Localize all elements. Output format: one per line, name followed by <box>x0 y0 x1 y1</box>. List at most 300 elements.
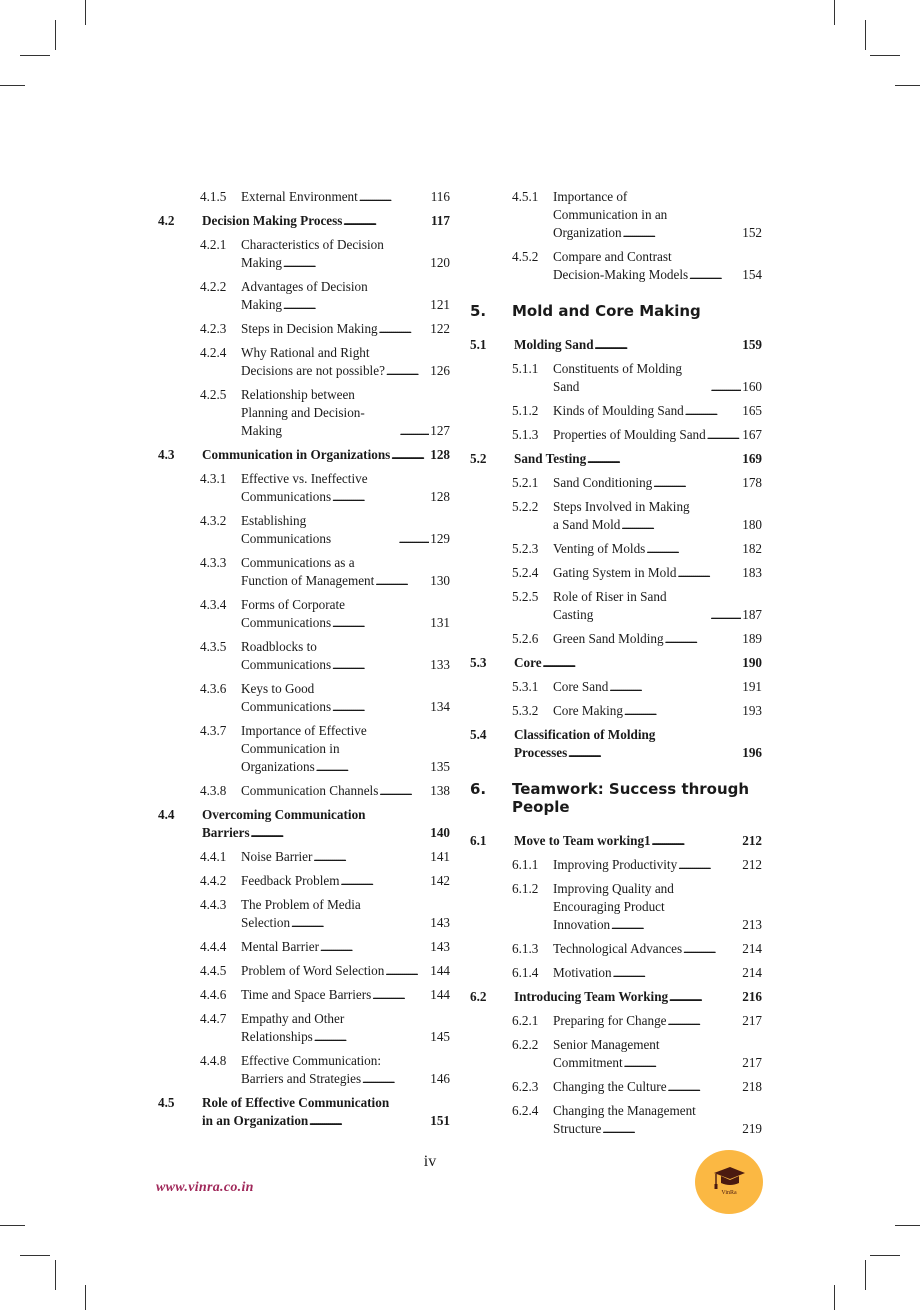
dot-leader <box>710 610 741 624</box>
toc-title: Improving Quality and <box>553 881 674 896</box>
toc-page-number: 127 <box>430 423 450 438</box>
toc-page-number: 218 <box>742 1079 762 1094</box>
toc-subsection[interactable] <box>512 402 762 420</box>
toc-title: Green Sand Molding <box>553 631 664 646</box>
toc-title: Making <box>241 255 283 270</box>
toc-number: 4.4.7 <box>200 1011 227 1026</box>
toc-subsection[interactable] <box>200 638 450 674</box>
toc-subsection[interactable] <box>200 344 450 380</box>
toc-page-number: 190 <box>742 655 762 670</box>
dot-leader <box>623 228 742 242</box>
toc-number: 4.5.1 <box>512 189 539 204</box>
dot-leader <box>621 520 741 534</box>
toc-title: Classification of Molding <box>514 727 656 742</box>
toc-page-number: 214 <box>742 941 762 956</box>
toc-section[interactable] <box>158 1094 450 1130</box>
toc-number: 4.4.3 <box>200 897 227 912</box>
toc-subsection[interactable] <box>200 470 450 506</box>
dot-leader <box>372 990 429 1004</box>
toc-title: Communications as a <box>241 555 355 570</box>
crop-mark <box>55 20 56 50</box>
toc-subsection[interactable] <box>200 1052 450 1088</box>
dot-leader <box>669 992 741 1006</box>
toc-number: 6.2.4 <box>512 1103 539 1118</box>
toc-subsection[interactable] <box>512 564 762 582</box>
dot-leader <box>391 450 429 464</box>
toc-number: 6.2.1 <box>512 1013 539 1028</box>
toc-title: Communication in Organizations <box>202 447 391 462</box>
toc-title: Steps Involved in Making <box>553 499 690 514</box>
dot-leader <box>624 1058 742 1072</box>
toc-page-number: 180 <box>742 517 762 532</box>
toc-subsection[interactable] <box>512 964 762 982</box>
logo-text: VinRa <box>721 1190 737 1196</box>
toc-number: 5.2.4 <box>512 565 539 580</box>
toc-title: Planning and Decision-Making <box>241 405 365 438</box>
toc-title: Characteristics of Decision <box>241 237 384 252</box>
dot-leader <box>400 426 430 440</box>
toc-number: 5.2.6 <box>512 631 539 646</box>
dot-leader <box>646 544 741 558</box>
toc-subsection[interactable] <box>512 702 762 720</box>
toc-title: Establishing Communications <box>241 513 332 546</box>
toc-subsection[interactable] <box>200 896 450 932</box>
dot-leader <box>665 634 742 648</box>
toc-title: Communication in <box>241 741 340 756</box>
crop-mark <box>865 1260 866 1290</box>
toc-page-number: 212 <box>742 857 762 872</box>
toc-section[interactable] <box>470 450 762 468</box>
toc-title: Preparing for Change <box>553 1013 667 1028</box>
toc-left-column <box>158 188 450 1136</box>
toc-title: Kinds of Moulding Sand <box>553 403 684 418</box>
crop-mark <box>55 1260 56 1290</box>
toc-title: a Sand Mold <box>553 517 621 532</box>
toc-title: Relationships <box>241 1029 313 1044</box>
toc-page-number: 144 <box>430 963 450 978</box>
toc-section[interactable] <box>470 336 762 354</box>
toc-page-number: 134 <box>430 699 450 714</box>
toc-subsection[interactable] <box>200 554 450 590</box>
toc-subsection[interactable] <box>200 386 450 440</box>
toc-title: Communications <box>241 615 332 630</box>
toc-number: 6.2.2 <box>512 1037 539 1052</box>
toc-subsection[interactable] <box>512 540 762 558</box>
toc-title: Sand Conditioning <box>553 475 653 490</box>
toc-title: Noise Barrier <box>241 849 313 864</box>
dot-leader <box>399 534 430 548</box>
toc-page-number: 152 <box>742 225 762 240</box>
toc-chapter[interactable] <box>470 780 762 816</box>
toc-subsection[interactable] <box>200 278 450 314</box>
dot-leader <box>320 942 429 956</box>
toc-section[interactable] <box>158 446 450 464</box>
toc-section[interactable] <box>470 832 762 850</box>
dot-leader <box>332 618 429 632</box>
toc-title: Compare and Contrast <box>553 249 672 264</box>
toc-page-number: 189 <box>742 631 762 646</box>
toc-title: Overcoming Communication <box>202 807 366 822</box>
toc-title: Commitment <box>553 1055 623 1070</box>
toc-title: Structure <box>553 1121 602 1136</box>
toc-title: Move to Team working1 <box>514 833 651 848</box>
toc-title: Selection <box>241 915 291 930</box>
toc-subsection[interactable] <box>512 498 762 534</box>
toc-number: 4.4.5 <box>200 963 227 978</box>
toc-title: Advantages of Decision <box>241 279 368 294</box>
toc-subsection[interactable] <box>200 596 450 632</box>
toc-page-number: 178 <box>742 475 762 490</box>
toc-number: 4.2.2 <box>200 279 227 294</box>
toc-title: Importance of Effective <box>241 723 367 738</box>
toc-page-number: 151 <box>430 1113 450 1128</box>
toc-title: Organizations <box>241 759 315 774</box>
toc-title: Core Sand <box>553 679 609 694</box>
toc-page-number: 129 <box>430 531 450 546</box>
toc-page-number: 131 <box>430 615 450 630</box>
toc-number: 5.1.1 <box>512 361 539 376</box>
toc-title: Empathy and Other <box>241 1011 345 1026</box>
toc-number: 5.2.1 <box>512 475 539 490</box>
toc-number: 5.2.3 <box>512 541 539 556</box>
dot-leader <box>543 658 742 672</box>
toc-subsection[interactable] <box>200 722 450 776</box>
toc-title: Changing the Management <box>553 1103 696 1118</box>
dot-leader <box>685 406 741 420</box>
toc-subsection[interactable] <box>512 678 762 696</box>
toc-title: Communications <box>241 699 332 714</box>
toc-number: 4.1.5 <box>200 189 227 204</box>
toc-number: 4.4.8 <box>200 1053 227 1068</box>
toc-number: 6.2.3 <box>512 1079 539 1094</box>
dot-leader <box>677 568 741 582</box>
dot-leader <box>332 702 429 716</box>
toc-title: Forms of Corporate <box>241 597 346 612</box>
toc-title: Relationship between <box>241 387 355 402</box>
toc-page-number: 143 <box>430 915 450 930</box>
dot-leader <box>386 366 429 380</box>
toc-chapter[interactable] <box>470 302 762 320</box>
toc-page-number: 121 <box>430 297 450 312</box>
toc-title: Mental Barrier <box>241 939 319 954</box>
dot-leader <box>314 1032 429 1046</box>
toc-subsection[interactable] <box>512 360 762 396</box>
dot-leader <box>624 706 741 720</box>
crop-mark <box>20 55 50 56</box>
dot-leader <box>609 682 741 696</box>
toc-subsection[interactable] <box>512 1102 762 1138</box>
toc-number: 4.3.6 <box>200 681 227 696</box>
toc-number: 6.1.1 <box>512 857 539 872</box>
graduation-cap-icon <box>712 1165 746 1191</box>
toc-page-number: 120 <box>430 255 450 270</box>
dot-leader <box>711 382 742 396</box>
toc-title: Decision-Making Models <box>553 267 689 282</box>
toc-number: 4.4.6 <box>200 987 227 1002</box>
toc-page-number: 165 <box>742 403 762 418</box>
crop-mark <box>870 1255 900 1256</box>
toc-title: Communications <box>241 657 332 672</box>
toc-section[interactable] <box>158 212 450 230</box>
dot-leader <box>313 852 429 866</box>
dot-leader <box>613 968 742 982</box>
toc-number: 4.5 <box>158 1095 175 1110</box>
toc-title: Properties of Moulding Sand <box>553 427 706 442</box>
toc-page-number: 141 <box>430 849 450 864</box>
crop-mark <box>834 1285 835 1310</box>
dot-leader <box>689 270 741 284</box>
toc-number: 4.4 <box>158 807 175 822</box>
toc-title: Effective vs. Ineffective <box>241 471 368 486</box>
toc-page-number: 135 <box>430 759 450 774</box>
toc-number: 6.1 <box>470 833 487 848</box>
toc-number: 4.3 <box>158 447 175 462</box>
toc-number: 6. <box>470 780 487 798</box>
toc-title: Innovation <box>553 917 611 932</box>
toc-number: 4.2.3 <box>200 321 227 336</box>
toc-title: Problem of Word Selection <box>241 963 385 978</box>
toc-title: Barriers <box>202 825 250 840</box>
dot-leader <box>332 492 429 506</box>
dot-leader <box>678 860 741 874</box>
toc-title: Senior Management <box>553 1037 660 1052</box>
toc-number: 4.3.2 <box>200 513 227 528</box>
publisher-logo <box>695 1150 763 1214</box>
toc-title: Core Making <box>553 703 623 718</box>
toc-number: 5.2.2 <box>512 499 539 514</box>
toc-section[interactable] <box>470 654 762 672</box>
toc-page-number: 196 <box>742 745 762 760</box>
toc-title: Core <box>514 655 542 670</box>
toc-page-number: 217 <box>742 1055 762 1070</box>
toc-title: Communications <box>241 489 332 504</box>
dot-leader <box>683 944 741 958</box>
dot-leader <box>362 1074 429 1088</box>
toc-page-number: 133 <box>430 657 450 672</box>
toc-page-number: 183 <box>742 565 762 580</box>
dot-leader <box>341 876 430 890</box>
toc-number: 4.5.2 <box>512 249 539 264</box>
toc-number: 4.2.5 <box>200 387 227 402</box>
dot-leader <box>611 920 741 934</box>
toc-number: 4.3.1 <box>200 471 227 486</box>
toc-subsection[interactable] <box>512 1036 762 1072</box>
toc-title: Steps in Decision Making <box>241 321 378 336</box>
toc-title: The Problem of Media <box>241 897 361 912</box>
toc-number: 6.1.3 <box>512 941 539 956</box>
crop-mark <box>895 85 920 86</box>
dot-leader <box>291 918 429 932</box>
toc-number: 4.3.3 <box>200 555 227 570</box>
toc-page-number: 130 <box>430 573 450 588</box>
dot-leader <box>332 660 429 674</box>
dot-leader <box>385 966 429 980</box>
toc-subsection[interactable] <box>512 188 762 242</box>
toc-subsection[interactable] <box>200 1010 450 1046</box>
toc-subsection[interactable] <box>200 962 450 980</box>
dot-leader <box>316 762 429 776</box>
toc-title: Gating System in Mold <box>553 565 677 580</box>
toc-number: 5.3.1 <box>512 679 539 694</box>
toc-page-number: 159 <box>742 337 762 352</box>
toc-page-number: 212 <box>742 833 762 848</box>
crop-mark <box>85 1285 86 1310</box>
toc-number: 4.2.1 <box>200 237 227 252</box>
toc-page-number: 154 <box>742 267 762 282</box>
toc-number: 6.2 <box>470 989 487 1004</box>
toc-title: Constituents of Molding Sand <box>553 361 682 394</box>
toc-title: Feedback Problem <box>241 873 340 888</box>
toc-page-number: 182 <box>742 541 762 556</box>
toc-page-number: 122 <box>430 321 450 336</box>
toc-title: Sand Testing <box>514 451 587 466</box>
toc-subsection[interactable] <box>512 880 762 934</box>
toc-number: 5.4 <box>470 727 487 742</box>
toc-title: Keys to Good <box>241 681 315 696</box>
crop-mark <box>20 1255 50 1256</box>
toc-subsection[interactable] <box>200 680 450 716</box>
toc-title: Encouraging Product <box>553 899 665 914</box>
toc-subsection[interactable] <box>200 188 450 206</box>
toc-subsection[interactable] <box>200 848 450 866</box>
crop-mark <box>895 1225 920 1226</box>
toc-page-number: 145 <box>430 1029 450 1044</box>
toc-title: Mold and Core Making <box>512 302 701 320</box>
toc-title: Role of Effective Communication <box>202 1095 390 1110</box>
toc-title: Organization <box>553 225 622 240</box>
dot-leader <box>568 748 741 762</box>
toc-page-number: 142 <box>430 873 450 888</box>
toc-section[interactable] <box>470 726 762 762</box>
toc-number: 5.3 <box>470 655 487 670</box>
toc-section[interactable] <box>470 988 762 1006</box>
crop-mark <box>85 0 86 25</box>
toc-page-number: 126 <box>430 363 450 378</box>
toc-subsection[interactable] <box>512 426 762 444</box>
toc-number: 5.2 <box>470 451 487 466</box>
toc-number: 4.4.4 <box>200 939 227 954</box>
crop-mark <box>870 55 900 56</box>
dot-leader <box>283 258 429 272</box>
toc-page-number: 116 <box>430 189 450 204</box>
toc-subsection[interactable] <box>512 856 762 874</box>
toc-title: Communication Channels <box>241 783 379 798</box>
toc-page-number: 128 <box>430 489 450 504</box>
toc-number: 5.1 <box>470 337 487 352</box>
crop-mark <box>834 0 835 25</box>
toc-page-number: 193 <box>742 703 762 718</box>
toc-page-number: 143 <box>430 939 450 954</box>
toc-title: Time and Space Barriers <box>241 987 372 1002</box>
toc-title: Communication in an <box>553 207 668 222</box>
toc-number: 4.4.1 <box>200 849 227 864</box>
toc-subsection[interactable] <box>512 1012 762 1030</box>
toc-subsection[interactable] <box>200 872 450 890</box>
toc-title: Venting of Molds <box>553 541 646 556</box>
toc-title: External Environment <box>241 189 358 204</box>
dot-leader <box>251 828 430 842</box>
toc-number: 5. <box>470 302 487 320</box>
toc-page-number: 191 <box>742 679 762 694</box>
toc-subsection[interactable] <box>512 1078 762 1096</box>
toc-number: 4.3.4 <box>200 597 227 612</box>
dot-leader <box>707 430 741 444</box>
toc-title: Teamwork: Success through <box>512 780 750 798</box>
dot-leader <box>375 576 429 590</box>
toc-title: Importance of <box>553 189 628 204</box>
toc-subsection[interactable] <box>200 236 450 272</box>
dot-leader <box>587 454 741 468</box>
toc-subsection[interactable] <box>200 986 450 1004</box>
toc-title: Processes <box>514 745 568 760</box>
toc-number: 5.1.3 <box>512 427 539 442</box>
toc-page-number: 216 <box>742 989 762 1004</box>
dot-leader <box>379 324 430 338</box>
toc-subsection[interactable] <box>512 630 762 648</box>
dot-leader <box>379 786 429 800</box>
toc-page-number: 214 <box>742 965 762 980</box>
toc-page-number: 167 <box>742 427 762 442</box>
dot-leader <box>359 192 430 206</box>
toc-subsection[interactable] <box>512 588 762 624</box>
website-link[interactable]: www.vinra.co.in <box>156 1180 254 1195</box>
toc-title: Why Rational and Right <box>241 345 370 360</box>
toc-subsection[interactable] <box>512 474 762 492</box>
toc-title: Decisions are not possible? <box>241 363 385 378</box>
toc-title: Role of Riser in Sand Casting <box>553 589 667 622</box>
toc-number: 5.2.5 <box>512 589 539 604</box>
toc-page-number: 217 <box>742 1013 762 1028</box>
toc-subsection[interactable] <box>512 248 762 284</box>
toc-subsection[interactable] <box>512 940 762 958</box>
toc-subsection[interactable] <box>200 320 450 338</box>
toc-subsection[interactable] <box>200 512 450 548</box>
toc-number: 5.1.2 <box>512 403 539 418</box>
toc-title: Barriers and Strategies <box>241 1071 362 1086</box>
dot-leader <box>343 216 430 230</box>
toc-number: 6.1.2 <box>512 881 539 896</box>
dot-leader <box>653 478 741 492</box>
toc-number: 4.3.8 <box>200 783 227 798</box>
toc-title: Making <box>241 297 283 312</box>
dot-leader <box>668 1082 742 1096</box>
toc-page-number: 138 <box>430 783 450 798</box>
toc-subsection[interactable] <box>200 938 450 956</box>
toc-page-number: 160 <box>742 379 762 394</box>
toc-page-number: 128 <box>430 447 450 462</box>
toc-right-column <box>470 188 762 1144</box>
toc-title: Changing the Culture <box>553 1079 667 1094</box>
toc-section[interactable] <box>158 806 450 842</box>
toc-title: in an Organization <box>202 1113 309 1128</box>
crop-mark <box>865 20 866 50</box>
toc-page-number: 219 <box>742 1121 762 1136</box>
toc-number: 6.1.4 <box>512 965 539 980</box>
dot-leader <box>668 1016 742 1030</box>
toc-page-number: 140 <box>430 825 450 840</box>
dot-leader <box>309 1116 429 1130</box>
toc-page-number: 213 <box>742 917 762 932</box>
toc-title: Roadblocks to <box>241 639 317 654</box>
toc-number: 4.2 <box>158 213 175 228</box>
toc-title: Function of Management <box>241 573 375 588</box>
toc-number: 4.3.7 <box>200 723 227 738</box>
crop-mark <box>0 85 25 86</box>
toc-subsection[interactable] <box>200 782 450 800</box>
toc-title: Improving Productivity <box>553 857 678 872</box>
toc-number: 4.2.4 <box>200 345 227 360</box>
toc-title: Decision Making Process <box>202 213 343 228</box>
